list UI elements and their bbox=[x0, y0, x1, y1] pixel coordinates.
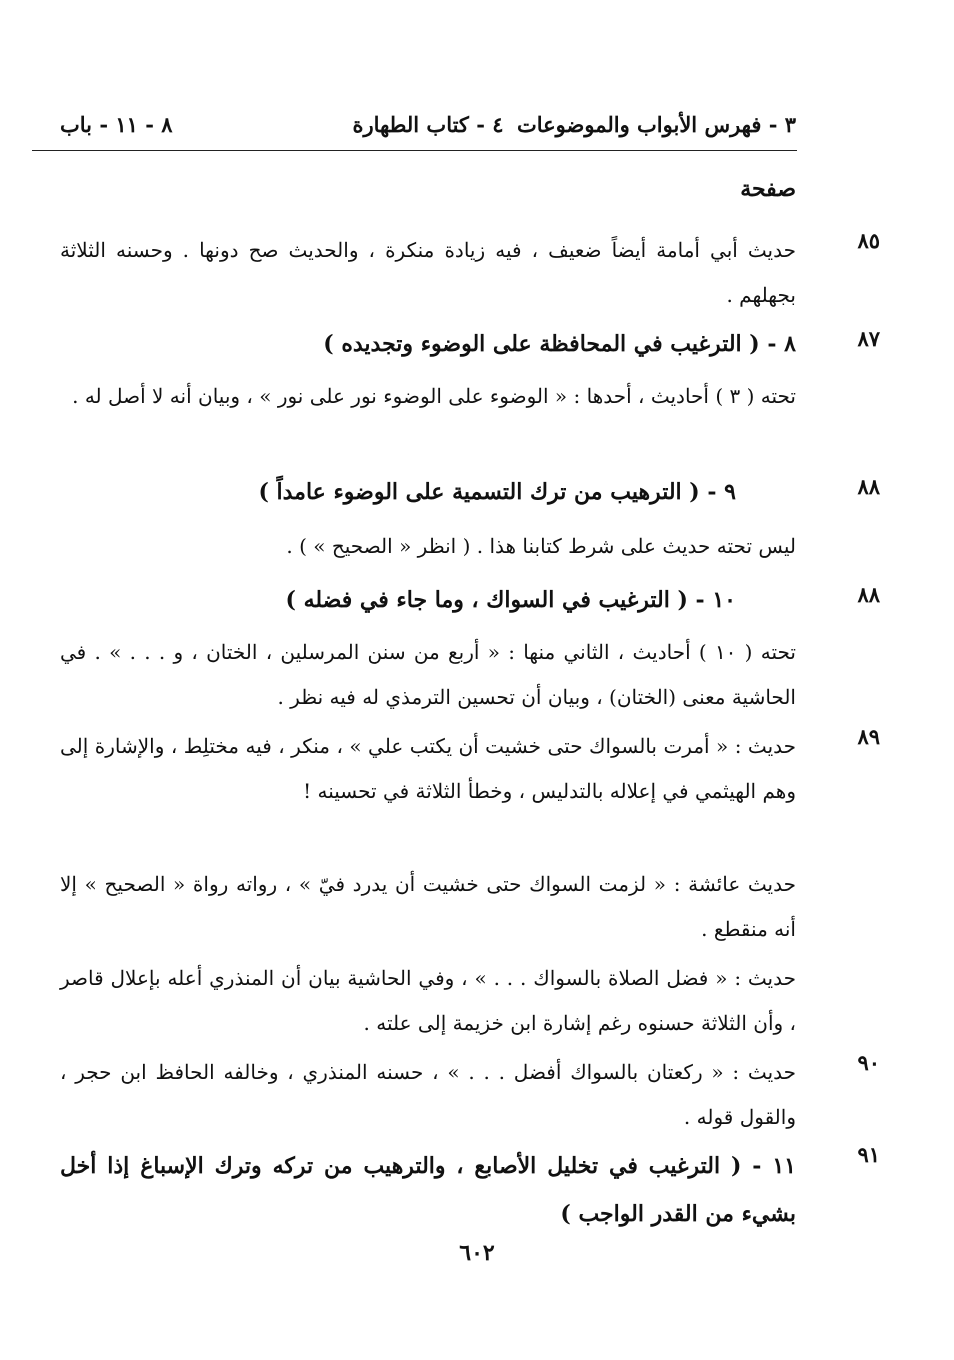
entry-text: حديث عائشة : « لزمت السواك حتى خشيت أن يدرد فيّ » ، رواته رواة « الصحيح » إلا أنه منقطع . bbox=[60, 872, 796, 941]
header-book-title: ٤ - كتاب الطهارة bbox=[352, 112, 504, 137]
index-entry bbox=[60, 1050, 880, 1140]
chapter-title: ٩ - ( الترهيب من ترك التسمية على الوضوء عامداً ) bbox=[258, 479, 736, 505]
entry-text: حديث : « أمرت بالسواك حتى خشيت أن يكتب علي » ، منكر ، فيه مختلِط ، والإشارة إلى وهم الهيثمي في إعلاله بالتدليس ، وخطأ الثلاثة في تحسينه ! bbox=[60, 734, 796, 803]
entry-page-number: ٨٥ bbox=[857, 228, 880, 253]
page-number: ٦٠٢ bbox=[459, 1240, 495, 1266]
entry-page-number: ٩٠ bbox=[857, 1050, 880, 1075]
entry-text: حديث أبي أمامة أيضاً ضعيف ، فيه زيادة منكرة ، والحديث صح دونها . وحسنه الثلاثة بجهلهم . bbox=[60, 238, 796, 307]
header-section-title: ٣ - فهرس الأبواب والموضوعات bbox=[516, 112, 796, 137]
index-entry bbox=[60, 862, 796, 952]
index-entry bbox=[60, 724, 880, 814]
index-entry bbox=[60, 524, 796, 569]
chapter-title: ١١ - ( الترغيب في تخليل الأصابع ، والترهيب من تركه وترك الإسباغ إذا أخل بشيء من القدر الواجب ) bbox=[60, 1153, 796, 1227]
entry-page-number: ٨٨ bbox=[857, 474, 880, 499]
entry-text: ليس تحته حديث على شرط كتابنا هذا . ( انظر « الصحيح » ) . bbox=[286, 534, 796, 558]
page-column-label: صفحة bbox=[740, 176, 796, 202]
entry-text: حديث : « ركعتان بالسواك أفضل . . . » ، حسنه المنذري ، وخالفه الحافظ ابن حجر ، والقول قوله . bbox=[60, 1060, 796, 1129]
index-entry bbox=[60, 228, 880, 318]
entry-page-number: ٨٩ bbox=[857, 724, 880, 749]
entry-text: تحته ( ٣ ) أحاديث ، أحدها : « الوضوء على الوضوء نور على نور » ، وبيان أنه لا أصل له . bbox=[72, 384, 796, 408]
index-entry bbox=[60, 956, 796, 1046]
chapter-title-entry bbox=[60, 576, 880, 624]
entry-text: تحته ( ١٠ ) أحاديث ، الثاني منها : « أربع من سنن المرسلين ، الختان ، و . . . » . في الحاشية معنى (الختان) ، وبيان أن تحسين الترمذي له فيه نظر . bbox=[60, 640, 796, 709]
entry-page-number: ٨٨ bbox=[857, 582, 880, 607]
entry-page-number: ٩١ bbox=[857, 1142, 880, 1167]
chapter-title: ١٠ - ( الترغيب في السواك ، وما جاء في فضله ) bbox=[285, 587, 736, 613]
chapter-title-entry bbox=[60, 468, 880, 516]
running-header bbox=[60, 112, 796, 148]
header-chapter-range: ٨ - ١١ - باب bbox=[60, 112, 173, 137]
index-entry bbox=[60, 630, 796, 720]
chapter-title-entry bbox=[60, 1142, 880, 1238]
chapter-title-entry bbox=[60, 320, 880, 368]
index-entry bbox=[60, 374, 796, 419]
chapter-title: ٨ - ( الترغيب في المحافظة على الوضوء وتجديده ) bbox=[323, 331, 796, 357]
entry-page-number: ٨٧ bbox=[857, 326, 880, 351]
entry-text: حديث : « فضل الصلاة بالسواك . . . » ، وفي الحاشية بيان أن المنذري أعله بإعلال قاصر ، وأن الثلاثة حسنوه رغم إشارة ابن خزيمة إلى علته . bbox=[60, 966, 796, 1035]
header-rule bbox=[32, 150, 797, 151]
